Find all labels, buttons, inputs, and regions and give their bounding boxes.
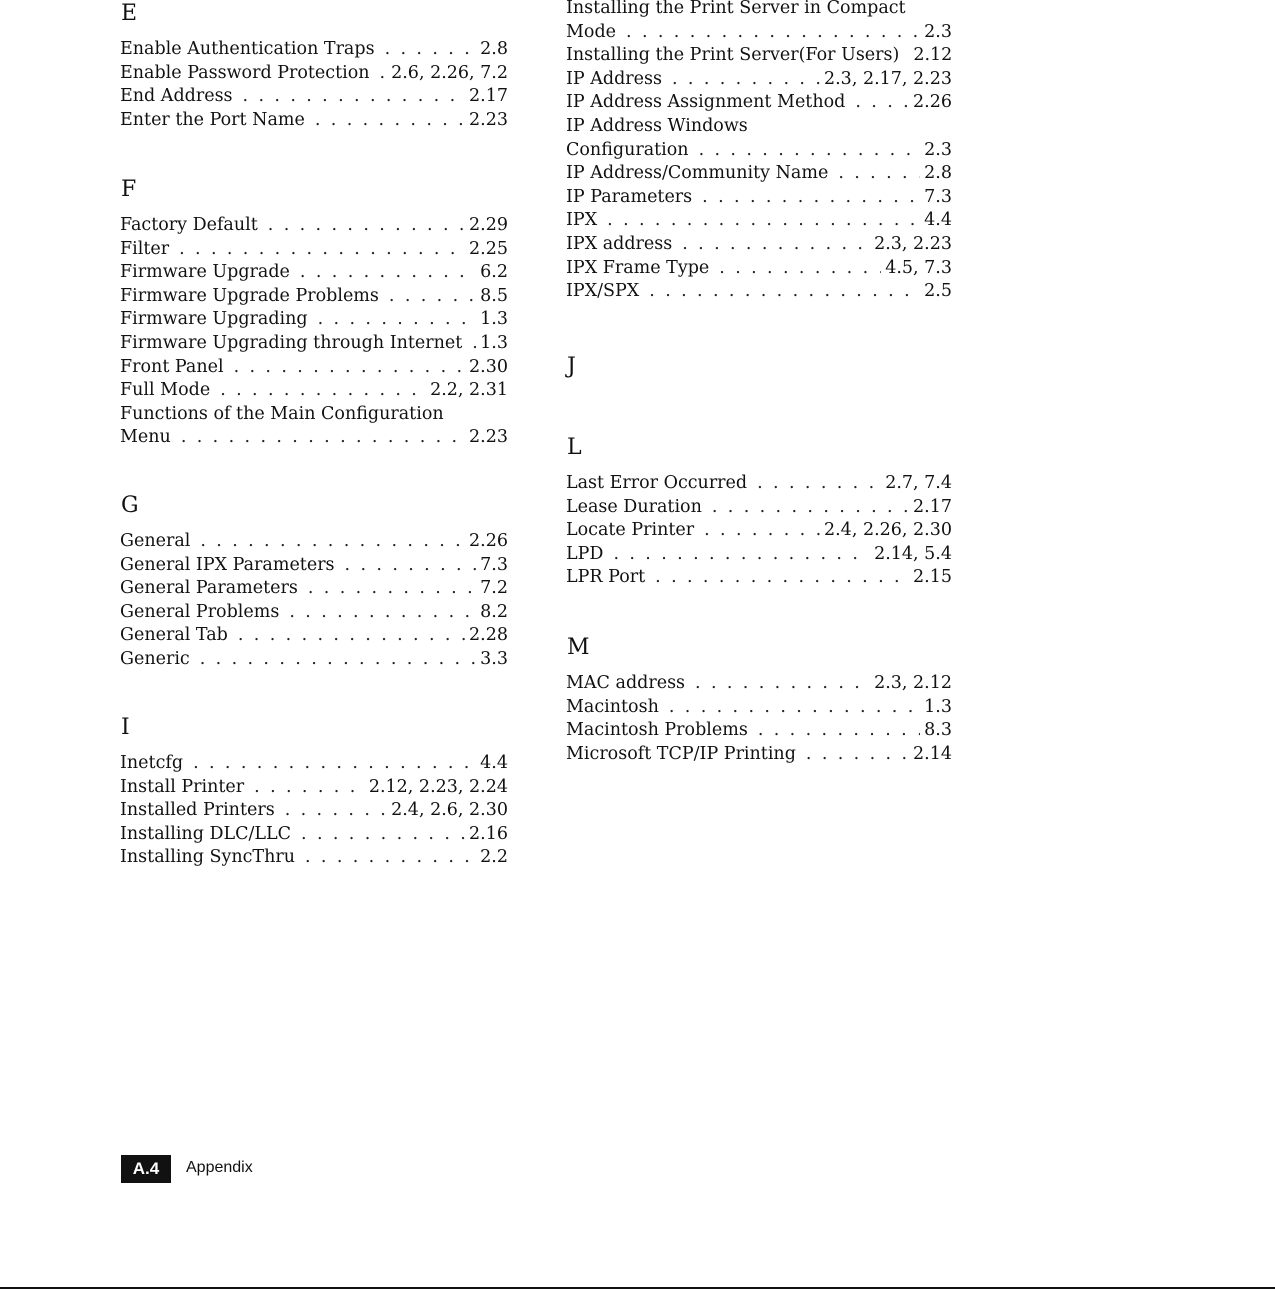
index-entry	[566, 672, 952, 696]
index-entry-term: Filter	[120, 238, 170, 259]
index-entry-term: IP Address/Community Name	[566, 163, 829, 184]
index-entry-pages: 8.5	[480, 285, 508, 306]
dot-leader	[806, 743, 909, 767]
index-entry-pages: 2.8	[924, 163, 952, 184]
index-entry-term: Installing SyncThru	[120, 847, 295, 868]
dot-leader	[855, 91, 909, 115]
index-entry-pages: 7.3	[924, 186, 952, 207]
index-entry-term: End Address	[120, 86, 233, 107]
index-entry-row	[120, 426, 508, 450]
index-entry-row	[120, 85, 508, 109]
index-entry	[120, 752, 508, 776]
dot-leader	[308, 577, 476, 601]
index-entry-pages: 2.12	[913, 45, 953, 66]
dot-leader	[243, 85, 465, 109]
index-entry-row	[120, 38, 508, 62]
index-entry	[566, 162, 952, 186]
dot-leader	[301, 823, 465, 847]
index-entry-pages: 7.3	[480, 554, 508, 575]
index-entry-term: Mode	[566, 21, 617, 42]
index-section	[120, 178, 508, 450]
index-entry-pages: 2.2	[480, 847, 508, 868]
dot-leader	[318, 308, 477, 332]
index-entry-pages: 2.2, 2.31	[430, 380, 508, 401]
dot-leader	[315, 109, 465, 133]
index-entry-row	[120, 261, 508, 285]
index-entry	[120, 648, 508, 672]
index-entry-row	[566, 519, 952, 543]
index-entry-row	[120, 799, 508, 823]
index-entry-term: General	[120, 531, 191, 551]
index-entry-pages: 2.28	[469, 625, 508, 646]
index-entry	[120, 285, 508, 309]
index-entry-pages: 2.26	[913, 92, 952, 113]
dot-leader	[672, 68, 820, 92]
index-entry-row	[120, 601, 508, 625]
dot-leader	[234, 356, 465, 380]
index-entry-pages: 2.23	[469, 427, 508, 448]
index-entry-row	[566, 233, 952, 257]
index-entry-pages: 7.2	[480, 578, 508, 599]
index-entry-term: General Tab	[120, 625, 228, 646]
index-entry-term: Macintosh Problems	[566, 720, 748, 741]
index-entry-row	[566, 44, 952, 68]
index-entry-term: Macintosh	[566, 696, 659, 717]
section-letter-heading: E	[121, 1, 138, 26]
index-section	[566, 0, 952, 304]
index-entry-term: Enable Password Protection	[120, 62, 370, 83]
dot-leader	[712, 496, 909, 520]
index-entry-row	[120, 530, 508, 554]
index-entry-pages: 6.2	[480, 262, 508, 283]
dot-leader	[719, 257, 881, 281]
index-entry-pages: 3.3	[480, 648, 508, 669]
index-entry	[566, 280, 952, 304]
index-entry	[566, 233, 952, 257]
footer-section-label: Appendix	[186, 1159, 253, 1176]
dot-leader	[682, 233, 870, 257]
index-entry-row	[120, 285, 508, 309]
index-entry	[120, 85, 508, 109]
dot-leader	[385, 38, 477, 62]
dot-leader	[193, 752, 476, 776]
index-entry-row	[566, 68, 952, 92]
index-entry-row	[120, 554, 508, 578]
index-entry-row	[120, 648, 508, 672]
index-entry-pages: 2.3	[924, 21, 952, 42]
index-entry-pages: 2.6, 2.26, 7.2	[391, 62, 508, 83]
index-entry	[566, 543, 952, 567]
dot-leader	[757, 472, 881, 496]
index-entry-pages: 2.5	[924, 281, 952, 302]
index-section	[120, 716, 508, 870]
index-entry-term: LPR Port	[566, 567, 646, 588]
index-entry	[566, 566, 952, 590]
index-entry-term: IP Address Assignment Method	[566, 92, 846, 113]
index-entry-pages: 4.4	[924, 210, 952, 231]
index-entry-row	[566, 21, 952, 45]
dot-leader	[254, 776, 365, 800]
index-entry-pages: 2.17	[469, 86, 508, 107]
index-entry-term: Enable Authentication Traps	[120, 39, 375, 59]
index-entry	[120, 846, 508, 870]
index-entry-term: IP Parameters	[566, 186, 693, 207]
index-entry-pages: 2.16	[469, 823, 508, 844]
index-entry-row	[566, 743, 952, 767]
index-section	[120, 2, 508, 132]
index-entry	[566, 696, 952, 720]
index-section	[120, 494, 508, 672]
index-entry-row	[120, 356, 508, 380]
index-entry-term: IPX	[566, 210, 598, 231]
index-entry	[120, 308, 508, 332]
index-entry	[566, 91, 952, 115]
index-entry-pages: 1.3	[480, 332, 508, 353]
index-entry-row	[566, 257, 952, 281]
index-entry-term: Generic	[120, 648, 190, 669]
index-entry-pages: 2.7, 7.4	[885, 473, 952, 493]
index-entry	[566, 115, 952, 162]
dot-leader	[345, 554, 477, 578]
index-entry-pages: 2.14	[913, 743, 952, 764]
dot-leader	[220, 379, 426, 403]
index-entry-pages: 8.3	[924, 720, 952, 741]
index-entry-row	[566, 280, 952, 304]
index-entry	[120, 823, 508, 847]
index-entry-term: Menu	[120, 427, 171, 448]
index-entry-row	[566, 139, 952, 163]
index-entry-row	[120, 776, 508, 800]
index-section	[566, 636, 952, 766]
index-entry-pages: 2.3, 2.12	[874, 673, 952, 693]
index-entry-term: General Problems	[120, 601, 280, 622]
index-entry	[120, 214, 508, 238]
index-entry-term: General IPX Parameters	[120, 554, 335, 575]
section-letter-heading: G	[121, 493, 139, 518]
index-entry	[120, 356, 508, 380]
index-entry-pages: 2.4, 2.26, 2.30	[823, 520, 952, 541]
index-entry-pages: 8.2	[480, 601, 508, 622]
index-entry	[120, 577, 508, 601]
index-entry-row	[566, 91, 952, 115]
index-entry	[566, 68, 952, 92]
index-entry-pages: 2.15	[913, 567, 952, 588]
index-entry	[566, 743, 952, 767]
index-entry-term: Install Printer	[120, 776, 245, 797]
index-entry	[120, 38, 508, 62]
dot-leader	[702, 186, 920, 210]
index-entry-term: IPX Frame Type	[566, 257, 710, 278]
index-entry-row	[120, 308, 508, 332]
index-entry-pages: 2.29	[469, 215, 508, 235]
dot-leader	[300, 261, 476, 285]
index-entry	[120, 554, 508, 578]
index-entry-term: Configuration	[566, 139, 689, 160]
index-entry-row	[566, 696, 952, 720]
index-entry-pages: 2.14, 5.4	[874, 543, 952, 564]
index-entry-row	[120, 238, 508, 262]
index-entry	[566, 719, 952, 743]
index-entry-term: IPX address	[566, 233, 673, 254]
index-entry-row	[566, 543, 952, 567]
index-entry	[120, 238, 508, 262]
dot-leader	[285, 799, 387, 823]
index-entry	[120, 776, 508, 800]
index-entry-row	[120, 577, 508, 601]
index-entry-row	[566, 209, 952, 233]
index-entry	[120, 530, 508, 554]
index-entry	[566, 186, 952, 210]
index-entry-term-line1: Installing the Print Server in Compact	[566, 0, 906, 18]
section-letter-heading: J	[567, 354, 576, 379]
dot-leader	[626, 21, 920, 45]
index-entry-pages: 2.30	[469, 356, 508, 377]
index-entry-row	[120, 823, 508, 847]
index-entry-row	[566, 162, 952, 186]
section-letter-heading: M	[567, 635, 590, 660]
index-entry	[566, 0, 952, 44]
dot-leader	[179, 238, 465, 262]
dot-leader	[305, 846, 476, 870]
index-entry	[120, 62, 508, 86]
section-letter-heading: I	[121, 715, 130, 740]
index-entry-term: Microsoft TCP/IP Printing	[566, 743, 796, 764]
dot-leader	[268, 214, 465, 238]
index-entry-pages: 2.23	[469, 109, 508, 130]
index-entry	[566, 472, 952, 496]
index-entry-term: Installing DLC/LLC	[120, 823, 292, 844]
section-letter-heading: L	[567, 435, 582, 460]
index-entry-pages: 2.26	[469, 531, 508, 551]
index-entry-term: Full Mode	[120, 380, 211, 401]
index-entry-pages: 2.12, 2.23, 2.24	[368, 776, 508, 797]
index-entry-row	[120, 214, 508, 238]
index-entry	[566, 257, 952, 281]
dot-leader	[704, 519, 820, 543]
index-entry-row	[566, 719, 952, 743]
index-section	[566, 355, 952, 391]
index-entry-row	[120, 752, 508, 776]
dot-leader	[607, 209, 920, 233]
index-entry-pages: 4.4	[480, 753, 508, 773]
index-entry-row	[120, 379, 508, 403]
index-entry-pages: 2.3	[924, 139, 952, 160]
page-number-badge: A.4	[121, 1155, 171, 1183]
index-entry-row	[566, 566, 952, 590]
index-entry-term: Firmware Upgrade Problems	[120, 285, 379, 306]
index-entry-term: Installing the Print Server(For Users)	[566, 45, 900, 66]
dot-leader	[695, 672, 870, 696]
index-entry	[120, 261, 508, 285]
index-entry-pages: 2.17	[913, 496, 952, 517]
index-entry-row	[120, 624, 508, 648]
index-entry-term: MAC address	[566, 673, 686, 693]
dot-leader	[238, 624, 465, 648]
index-entry	[120, 601, 508, 625]
index-entry-row	[566, 186, 952, 210]
index-entry-term: IPX/SPX	[566, 281, 640, 302]
index-entry-row	[566, 672, 952, 696]
index-entry	[566, 496, 952, 520]
index-entry-term: Locate Printer	[566, 520, 695, 541]
index-entry-pages: 2.3, 2.17, 2.23	[823, 68, 952, 89]
index-entry-term: IP Address	[566, 68, 662, 89]
dot-leader	[649, 280, 920, 304]
index-entry-row	[566, 472, 952, 496]
dot-leader	[289, 601, 476, 625]
index-entry-term: Lease Duration	[566, 496, 702, 517]
index-entry-pages: 2.3, 2.23	[874, 233, 952, 254]
index-entry-term: Enter the Port Name	[120, 109, 305, 130]
index-entry-term: Firmware Upgrade	[120, 262, 290, 283]
index-entry	[120, 403, 508, 450]
index-entry	[566, 519, 952, 543]
index-section	[566, 436, 952, 590]
dot-leader	[181, 426, 465, 450]
dot-leader	[200, 648, 476, 672]
dot-leader	[613, 543, 870, 567]
index-entry-term-line1: IP Address Windows	[566, 115, 748, 136]
dot-leader	[200, 530, 465, 554]
index-entry-term: Firmware Upgrading	[120, 309, 308, 330]
index-entry	[120, 799, 508, 823]
dot-leader	[655, 566, 909, 590]
index-entry-term: LPD	[566, 543, 604, 564]
index-entry-term-line1: Functions of the Main Configuration	[120, 403, 444, 424]
index-entry-term: Installed Printers	[120, 800, 275, 821]
index-entry	[566, 44, 952, 68]
index-entry	[120, 332, 508, 356]
dot-leader	[389, 285, 476, 309]
index-entry-row	[566, 496, 952, 520]
dot-leader	[838, 162, 920, 186]
dot-leader	[380, 62, 388, 86]
index-entry-pages: 1.3	[480, 309, 508, 330]
index-entry-pages: 2.4, 2.6, 2.30	[391, 800, 508, 821]
index-entry	[120, 379, 508, 403]
index-entry-term: Front Panel	[120, 356, 224, 377]
index-entry-pages: 4.5, 7.3	[885, 257, 952, 278]
index-entry	[120, 624, 508, 648]
index-entry-term: Firmware Upgrading through Internet	[120, 332, 463, 353]
index-entry-term: Inetcfg	[120, 753, 184, 773]
index-entry-row	[120, 332, 508, 356]
dot-leader	[758, 719, 920, 743]
index-entry-pages: 2.25	[469, 238, 508, 259]
index-entry	[120, 109, 508, 133]
index-entry-term: Last Error Occurred	[566, 473, 748, 493]
index-entry-pages: 1.3	[924, 696, 952, 717]
dot-leader	[669, 696, 920, 720]
index-entry-term: Factory Default	[120, 215, 258, 235]
index-entry-pages: 2.8	[480, 39, 508, 59]
bottom-divider	[0, 1287, 1275, 1289]
dot-leader	[699, 139, 921, 163]
index-entry-term: General Parameters	[120, 578, 298, 599]
section-letter-heading: F	[121, 177, 137, 202]
index-entry-row	[120, 109, 508, 133]
index-entry-row	[120, 62, 508, 86]
index-entry-row	[120, 846, 508, 870]
index-entry	[566, 209, 952, 233]
